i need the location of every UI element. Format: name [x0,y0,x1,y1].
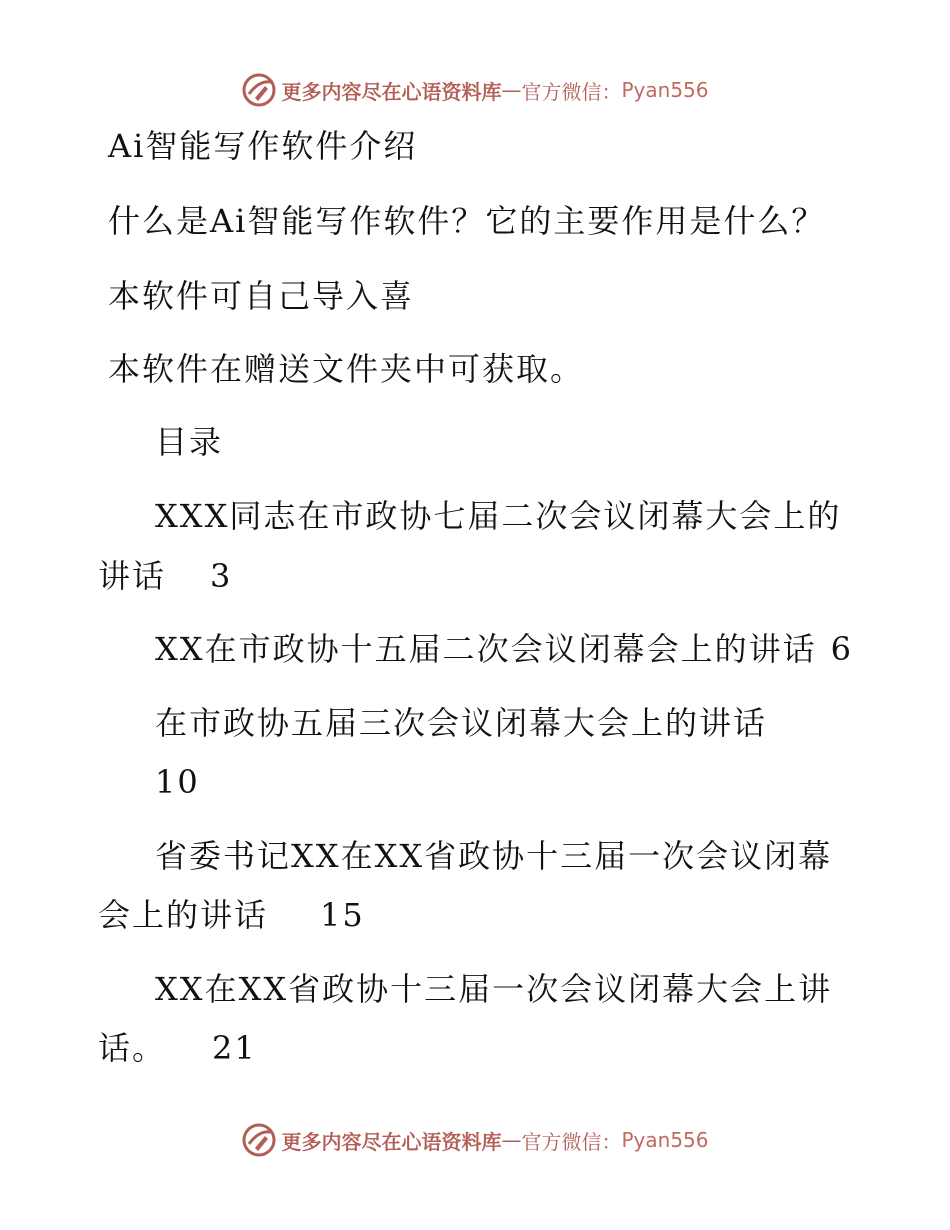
toc-entry-4-page: 15 [320,896,365,934]
watermark-wechat-id: Pyan556 [621,78,709,102]
intro-question: 什么是Ai智能写作软件？它的主要作用是什么？ [108,202,826,240]
watermark-promo-text: 更多内容尽在心语资料库 [281,79,502,104]
toc-heading: 目录 [155,423,224,461]
intro-obtain-line: 本软件在赠送文件夹中可获取。 [108,350,585,388]
watermark-wechat-id: Pyan556 [621,1128,709,1152]
toc-entry-3-page: 10 [155,763,200,801]
toc-entry-2-page: 6 [830,630,853,668]
watermark-dash: — [501,78,522,102]
header-watermark [0,70,950,110]
toc-entry-4-title-cont: 会上的讲话 [98,896,269,934]
watermark-promo-text: 更多内容尽在心语资料库 [281,1129,502,1154]
toc-entry-5-title-cont: 话。 [98,1029,167,1067]
toc-entry-5-page: 21 [212,1029,257,1067]
toc-entry-2[interactable] [155,629,853,669]
toc-entry-1-title-cont: 讲话 [98,557,167,595]
toc-entry-3-title[interactable]: 在市政协五届三次会议闭幕大会上的讲话 [155,704,768,742]
toc-entry-1-line2[interactable] [98,556,232,596]
intro-title: Ai智能写作软件介绍 [108,127,418,165]
pen-logo-icon [241,1122,277,1158]
watermark-wechat-label: 官方微信： [521,1129,622,1154]
pen-logo-icon [241,72,277,108]
toc-entry-1-line1[interactable]: XXX同志在市政协七届二次会议闭幕大会上的 [155,497,842,535]
intro-import-line: 本软件可自己导入喜 [108,277,415,315]
footer-watermark [0,1120,950,1160]
watermark-wechat-label: 官方微信： [521,79,622,104]
toc-entry-1-page: 3 [210,557,233,595]
toc-entry-5-line1[interactable]: XX在XX省政协十三届一次会议闭幕大会上讲 [155,970,833,1008]
toc-entry-2-title: XX在市政协十五届二次会议闭幕会上的讲话 [155,630,817,668]
toc-entry-4-line2[interactable] [98,895,365,935]
watermark-dash: — [501,1128,522,1152]
toc-entry-5-line2[interactable] [98,1028,257,1068]
toc-entry-4-line1[interactable]: 省委书记XX在XX省政协十三届一次会议闭幕 [155,837,833,875]
